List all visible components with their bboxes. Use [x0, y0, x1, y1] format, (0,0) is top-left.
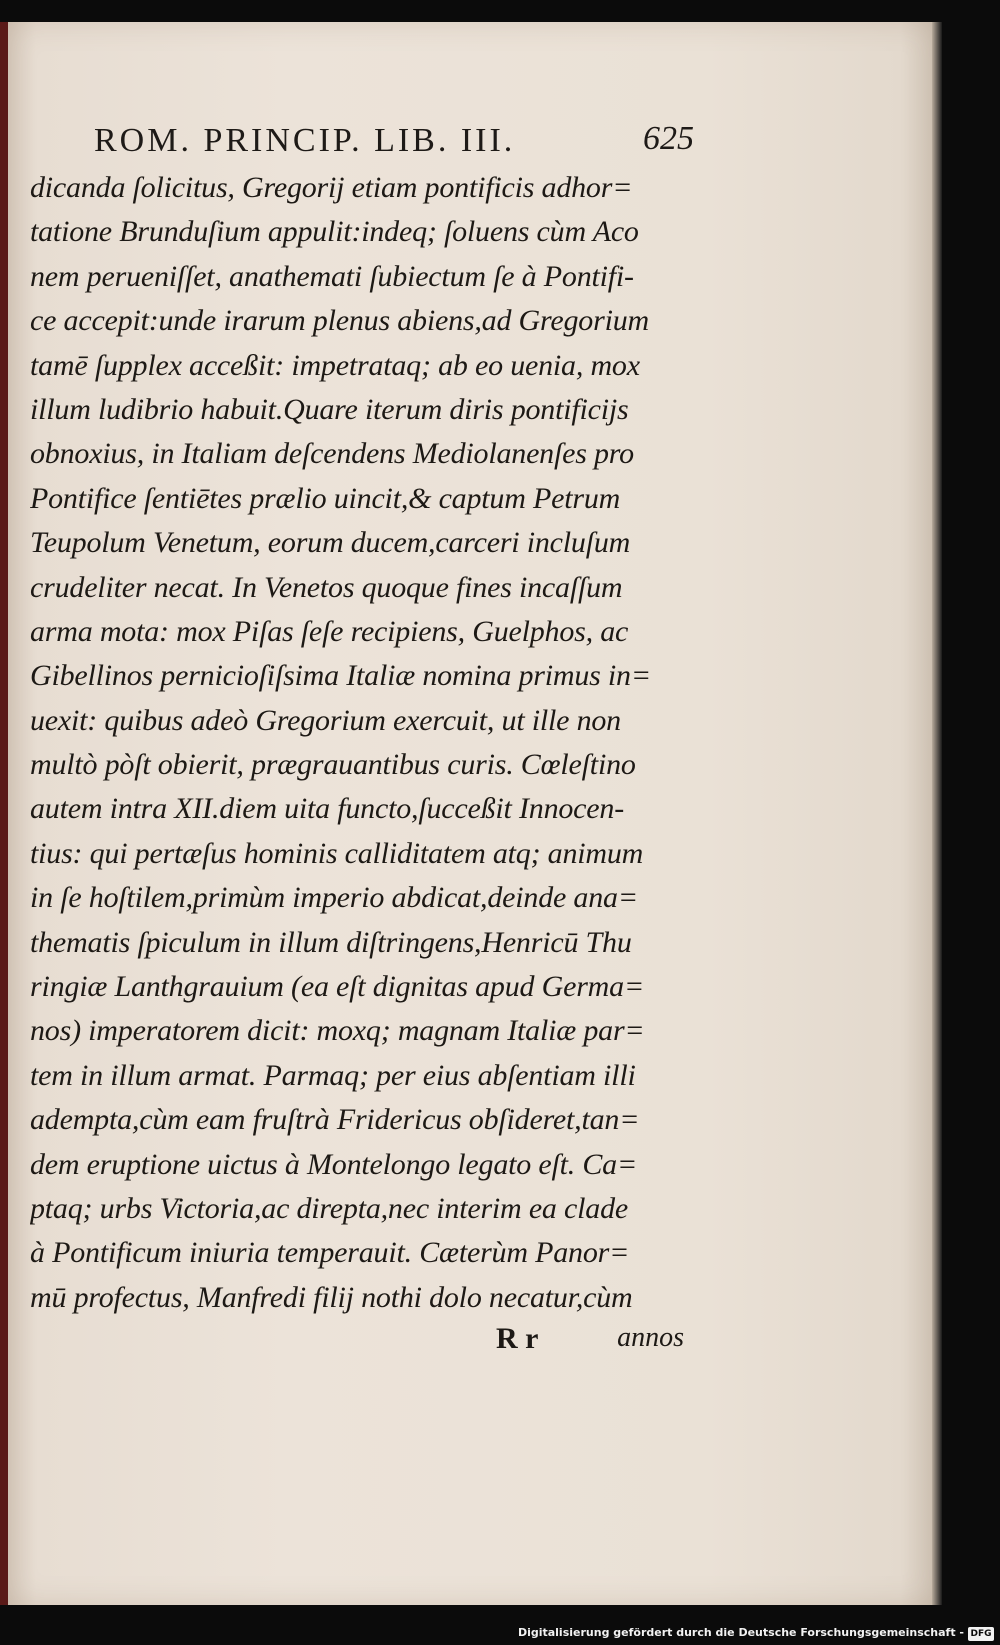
page-edge-shadow — [932, 22, 942, 1605]
text-line: nem perueniſſet, anathemati ſubiectum ſe à Pontifi- — [30, 259, 634, 293]
text-line: dem eruptione uictus à Montelongo legato eſt. Ca= — [30, 1147, 638, 1181]
dfg-logo-icon: DFG — [968, 1627, 994, 1641]
text-line: ptaq; urbs Victoria,ac direpta,nec interim ea clade — [30, 1191, 629, 1225]
text-line: illum ludibrio habuit.Quare iterum diris pontificijs — [30, 392, 629, 426]
text-block — [30, 166, 700, 1320]
text-line: tatione Brunduſium appulit:indeq; ſoluens cùm Aco — [30, 215, 639, 249]
text-line: crudeliter necat. In Venetos quoque fines incaſſum — [30, 570, 623, 604]
text-line: uexit: quibus adeò Gregorium exercuit, ut ille non — [30, 703, 621, 737]
text-line: multò pòſt obierit, prægrauantibus curis. Cœleſtino — [30, 748, 636, 782]
signature-mark: R r — [496, 1322, 539, 1355]
running-title: ROM. PRINCIP. LIB. III. — [94, 122, 516, 159]
funding-credit: Digitalisierung gefördert durch die Deutsche Forschungsgemeinschaft - — [517, 1626, 964, 1639]
running-head — [94, 116, 694, 166]
text-line: à Pontificum iniuria temperauit. Cæterùm Panor= — [30, 1236, 630, 1270]
footer-bar — [0, 1624, 1000, 1645]
text-line: Teupolum Venetum, eorum ducem,carceri incluſum — [30, 526, 631, 560]
catchline — [496, 1322, 696, 1362]
text-line: Pontifice ſentiētes prælio uincit,& captum Petrum — [30, 481, 621, 515]
text-line: obnoxius, in Italiam deſcendens Mediolanenſes pro — [30, 437, 634, 471]
text-line: in ſe hoſtilem,primùm imperio abdicat,deinde ana= — [30, 881, 638, 915]
text-line: nos) imperatorem dicit: moxq; magnam Italiæ par= — [30, 1014, 645, 1048]
text-line: ringiæ Lanthgrauium (ea eſt dignitas apud Germa= — [30, 970, 644, 1004]
text-line: autem intra XII.diem uita functo,ſucceßit Innocen- — [30, 792, 624, 826]
text-line: Gibellinos pernicioſiſsima Italiæ nomina primus in= — [30, 659, 651, 693]
text-line: tius: qui pertæſus hominis calliditatem atq; animum — [30, 836, 644, 870]
text-line: dicanda ſolicitus, Gregorij etiam pontificis adhor= — [30, 171, 633, 204]
book-page — [0, 22, 938, 1605]
text-line: ce accepit:unde irarum plenus abiens,ad Gregorium — [30, 304, 649, 338]
folio-number: 625 — [643, 120, 694, 157]
text-line: tem in illum armat. Parmaq; per eius abſentiam illi — [30, 1058, 636, 1092]
text-line: thematis ſpiculum in illum diſtringens,Henricū Thu — [30, 925, 632, 959]
text-line: tamē ſupplex acceßit: impetrataq; ab eo uenia, mox — [30, 348, 640, 382]
catchword: annos — [617, 1322, 684, 1353]
text-line: adempta,cùm eam fruſtrà Fridericus obſideret,tan= — [30, 1103, 640, 1137]
text-line: mū profectus, Manfredi filij nothi dolo necatur,cùm — [30, 1280, 633, 1314]
text-line: arma mota: mox Piſas ſeſe recipiens, Guelphos, ac — [30, 614, 629, 648]
